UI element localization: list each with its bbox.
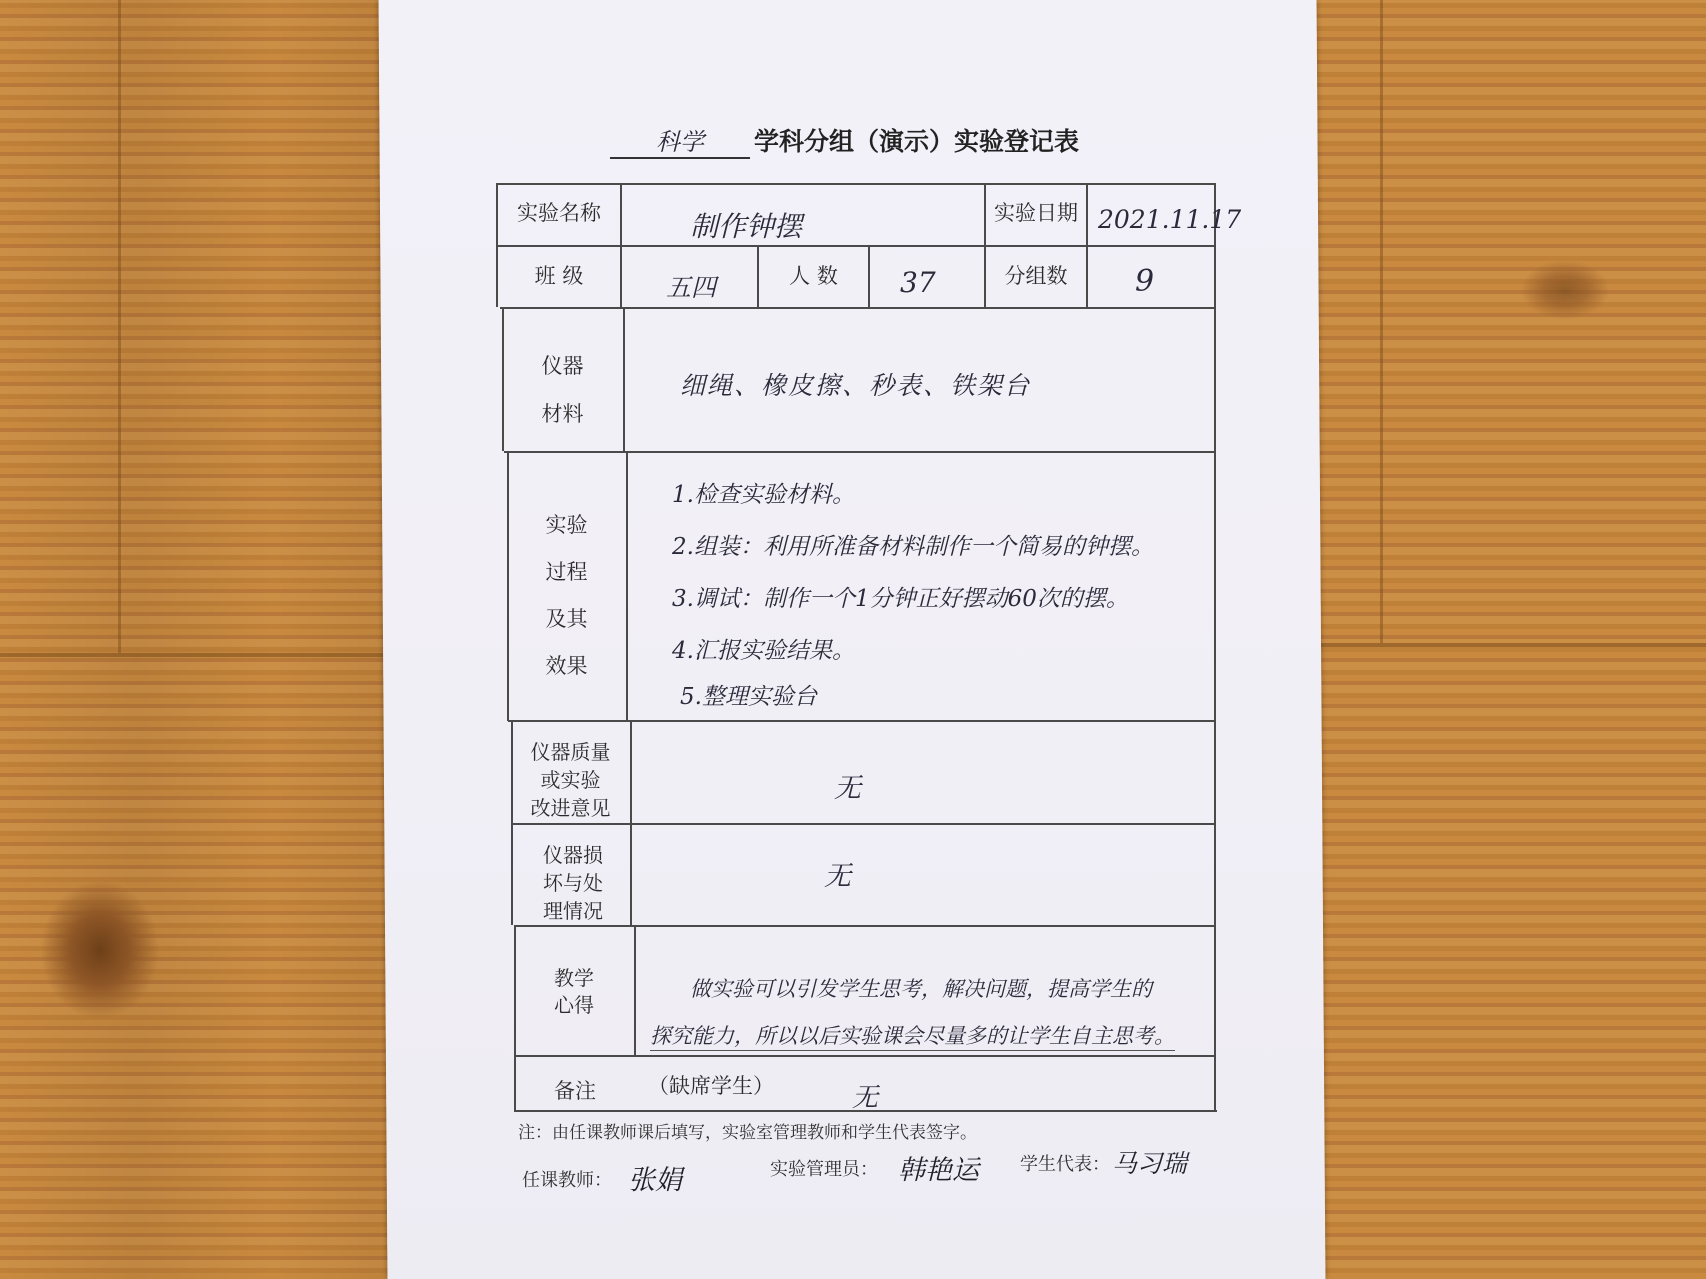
process-label-line: 及其 <box>545 607 588 631</box>
experiment-date-label: 实验日期 <box>994 201 1078 225</box>
absent-students-label: （缺席学生） <box>648 1074 774 1098</box>
table-rule <box>512 823 1214 825</box>
wood-plank-seam <box>1321 643 1706 647</box>
group-count-label: 分组数 <box>1004 264 1068 288</box>
equipment-label <box>502 342 623 438</box>
equipment-label-line: 仪器 <box>541 354 584 378</box>
title-text: 学科分组（演示）实验登记表 <box>754 127 1080 156</box>
process-step: 4.汇报实验结果。 <box>672 638 855 664</box>
quality-label-line: 改进意见 <box>530 796 611 820</box>
class-label: 班 级 <box>534 264 584 288</box>
wood-plank-seam <box>1380 0 1383 643</box>
process-label-line: 过程 <box>545 560 588 584</box>
quality-label <box>511 738 630 822</box>
wood-knot <box>40 880 160 1020</box>
process-step: 2.组装：利用所准备材料制作一个简易的钟摆。 <box>672 534 1154 560</box>
process-label-line: 实验 <box>545 513 588 537</box>
teaching-value-line: 做实验可以引发学生思考，解决问题，提高学生的 <box>690 977 1152 1001</box>
table-rule <box>496 183 1216 185</box>
wood-knot <box>1520 260 1610 320</box>
table-rule <box>620 183 622 307</box>
people-count-value: 37 <box>900 266 936 299</box>
process-steps <box>672 476 1212 718</box>
table-rule <box>1214 183 1216 1111</box>
wood-plank-seam <box>118 0 121 653</box>
table-rule <box>504 451 1214 453</box>
subject-field <box>610 122 750 159</box>
equipment-label-line: 材料 <box>541 402 584 426</box>
process-label <box>507 502 626 690</box>
teacher-signature-label: 任课教师： <box>522 1170 612 1191</box>
manager-signature-label: 实验管理员： <box>770 1159 878 1180</box>
process-step: 5.整理实验台 <box>680 684 817 710</box>
table-rule <box>514 925 1214 927</box>
damage-label <box>514 841 632 925</box>
table-rule <box>634 925 636 1055</box>
wood-plank-seam <box>0 653 383 657</box>
teacher-signature: 张娟 <box>628 1165 682 1196</box>
class-value: 五四 <box>666 273 717 302</box>
table-rule <box>1086 183 1088 307</box>
process-step: 3.调试：制作一个1分钟正好摆动60次的摆。 <box>672 586 1129 612</box>
student-signature-label: 学生代表： <box>1020 1154 1110 1175</box>
table-rule <box>508 720 1214 722</box>
teaching-label-line: 教学 <box>554 966 594 990</box>
quality-value: 无 <box>834 773 861 804</box>
absent-students-value: 无 <box>852 1083 879 1113</box>
table-rule <box>868 245 870 307</box>
subject-value: 科学 <box>656 128 704 156</box>
damage-label-line: 仪器损 <box>543 843 603 867</box>
process-label-line: 效果 <box>545 654 588 678</box>
equipment-value: 细绳、橡皮擦、秒表、铁架台 <box>680 371 1032 400</box>
process-step: 1.检查实验材料。 <box>672 482 855 508</box>
form-title <box>610 122 1170 162</box>
table-rule <box>514 1055 1216 1057</box>
teaching-label <box>514 965 634 1019</box>
manager-signature: 韩艳运 <box>898 1155 979 1186</box>
teaching-label-line: 心得 <box>554 993 594 1017</box>
remarks-label: 备注 <box>554 1079 596 1103</box>
teaching-value-line: 探究能力，所以以后实验课会尽量多的让学生自主思考。 <box>650 1020 1175 1051</box>
table-rule <box>623 307 625 451</box>
damage-label-line: 坏与处 <box>543 871 603 895</box>
quality-label-line: 或实验 <box>540 768 601 792</box>
table-rule <box>626 451 628 721</box>
experiment-date-value: 2021.11.17 <box>1098 205 1242 234</box>
table-rule <box>496 245 1216 247</box>
experiment-name-label: 实验名称 <box>517 201 601 225</box>
people-count-label: 人 数 <box>789 264 838 288</box>
group-count-value: 9 <box>1135 264 1155 299</box>
student-signature: 马习瑞 <box>1112 1149 1188 1178</box>
damage-value: 无 <box>824 861 851 892</box>
form-footnote: 注：由任课教师课后填写，实验室管理教师和学生代表签字。 <box>518 1123 977 1143</box>
table-rule <box>500 307 1214 309</box>
experiment-name-value: 制作钟摆 <box>690 210 803 243</box>
quality-label-line: 仪器质量 <box>530 740 611 764</box>
damage-label-line: 理情况 <box>543 899 603 923</box>
